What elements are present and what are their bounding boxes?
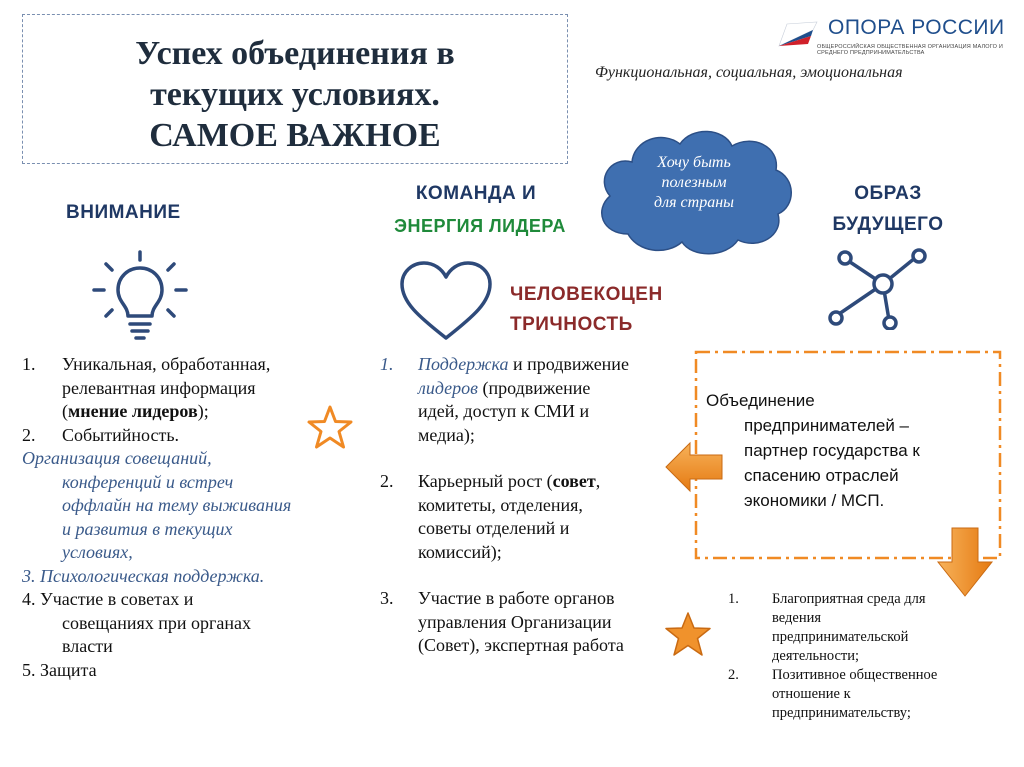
italic-text: оффлайн на тему выживания bbox=[62, 495, 292, 515]
list-text: деятельности; bbox=[772, 648, 860, 664]
italic-text: и развития в текущих bbox=[62, 518, 233, 539]
subtitle: Функциональная, социальная, эмоциональная bbox=[595, 64, 903, 81]
list-item: 5. Защита bbox=[22, 659, 97, 680]
list-number: 2. bbox=[380, 471, 394, 491]
lightbulb-icon bbox=[92, 248, 192, 348]
goal-line: экономики / МСП. bbox=[744, 491, 885, 510]
heading-future-line-2: БУДУЩЕГО bbox=[832, 214, 944, 235]
attention-list bbox=[22, 353, 362, 682]
list-text: Благоприятная среда для bbox=[772, 591, 926, 607]
text-span: ( bbox=[62, 401, 68, 421]
goal-text bbox=[706, 388, 996, 513]
cloud-line-3: для страны bbox=[654, 194, 734, 211]
list-text: (Совет), экспертная работа bbox=[418, 635, 624, 655]
bold-text: мнение лидеров bbox=[68, 401, 198, 421]
list-text: Позитивное общественное bbox=[772, 667, 938, 683]
title-line-2: текущих условиях. bbox=[150, 76, 440, 113]
list-text: отношение к bbox=[772, 686, 851, 702]
list-text: Событийность. bbox=[62, 424, 180, 445]
cloud-line-1: Хочу быть bbox=[657, 154, 731, 171]
list-text: медиа); bbox=[418, 424, 475, 445]
italic-text: 3. Психологическая поддержка. bbox=[22, 565, 265, 586]
italic-text: лидеров bbox=[418, 377, 478, 398]
heading-future bbox=[808, 178, 968, 240]
goal-line: предпринимателей – bbox=[744, 416, 910, 435]
list-text: предпринимательству; bbox=[772, 705, 911, 721]
list-item bbox=[380, 470, 690, 564]
text-span: , bbox=[595, 471, 601, 491]
text-span: ); bbox=[197, 401, 209, 421]
heading-human-line-2: ТРИЧНОСТЬ bbox=[510, 314, 633, 335]
list-number: 1. bbox=[22, 354, 36, 374]
list-text: 4. Участие в советах и bbox=[22, 589, 194, 609]
goal-line: партнер государства к bbox=[744, 441, 920, 460]
list-item bbox=[22, 424, 362, 448]
title-line-3: САМОЕ ВАЖНОЕ bbox=[149, 117, 441, 154]
list-item bbox=[380, 587, 690, 658]
logo-name: ОПОРА РОССИИ bbox=[828, 16, 1005, 39]
list-text bbox=[418, 353, 690, 377]
list-text bbox=[418, 377, 690, 401]
italic-text: Организация совещаний, bbox=[22, 448, 212, 468]
heading-future-line-1: ОБРАЗ bbox=[854, 183, 922, 204]
list-text bbox=[62, 400, 362, 424]
list-text: Уникальная, обработанная, bbox=[62, 354, 271, 374]
italic-text: Поддержка bbox=[418, 354, 509, 374]
list-number: 1. bbox=[380, 354, 394, 374]
goal-line: спасению отраслей bbox=[744, 466, 899, 485]
list-text: комитеты, отделения, bbox=[418, 494, 583, 515]
list-number: 2. bbox=[22, 424, 36, 445]
heading-human-centric bbox=[510, 280, 663, 340]
list-item bbox=[728, 666, 1008, 723]
heart-icon bbox=[398, 260, 494, 344]
list-text: ведения bbox=[772, 610, 822, 626]
heading-attention: ВНИМАНИЕ bbox=[66, 202, 181, 223]
list-text: идей, доступ к СМИ и bbox=[418, 401, 590, 421]
title-line-1: Успех объединения в bbox=[135, 35, 455, 72]
team-list bbox=[380, 353, 690, 658]
logo-flag-icon bbox=[777, 20, 819, 48]
list-text: управления Организации bbox=[418, 611, 612, 632]
goal-line: Объединение bbox=[706, 391, 815, 410]
bold-text: совет bbox=[552, 471, 596, 491]
list-item bbox=[22, 353, 362, 424]
list-text: Участие в работе органов bbox=[418, 588, 615, 608]
list-item bbox=[22, 588, 362, 659]
list-number: 2. bbox=[728, 667, 739, 683]
heading-team: КОМАНДА И bbox=[415, 183, 537, 204]
title-box bbox=[22, 14, 568, 164]
arrow-left-icon bbox=[664, 440, 724, 494]
logo-subtitle: ОБЩЕРОССИЙСКАЯ ОБЩЕСТВЕННАЯ ОРГАНИЗАЦИЯ МАЛОГО И СРЕДНЕГО ПРЕДПРИНИМАТЕЛЬСТВА bbox=[817, 44, 1003, 56]
cloud-line-2: полезным bbox=[661, 174, 727, 191]
text-span: (продвижение bbox=[477, 377, 591, 398]
list-item bbox=[380, 353, 690, 447]
list-text: предпринимательской bbox=[772, 629, 909, 645]
italic-text: конференций и встреч bbox=[62, 471, 234, 492]
list-text: власти bbox=[62, 636, 113, 656]
heading-human-line-1: ЧЕЛОВЕКОЦЕН bbox=[510, 284, 663, 305]
list-text: релевантная информация bbox=[62, 377, 256, 398]
future-list bbox=[728, 590, 1008, 723]
list-text: советы отделений и bbox=[418, 518, 570, 538]
network-icon bbox=[825, 248, 935, 330]
list-text: комиссий); bbox=[418, 541, 502, 562]
heading-leader-energy: ЭНЕРГИЯ ЛИДЕРА bbox=[394, 216, 566, 236]
italic-block bbox=[22, 447, 362, 588]
text-span: Карьерный рост ( bbox=[418, 471, 553, 491]
text-span: и продвижение bbox=[508, 354, 629, 374]
arrow-down-icon bbox=[936, 526, 994, 598]
list-text bbox=[418, 470, 690, 494]
list-item bbox=[728, 590, 1008, 666]
list-number: 3. bbox=[380, 588, 394, 608]
list-number: 1. bbox=[728, 591, 739, 607]
italic-text: условиях, bbox=[62, 542, 133, 562]
cloud-text bbox=[620, 153, 768, 213]
list-text: совещаниях при органах bbox=[62, 612, 252, 633]
